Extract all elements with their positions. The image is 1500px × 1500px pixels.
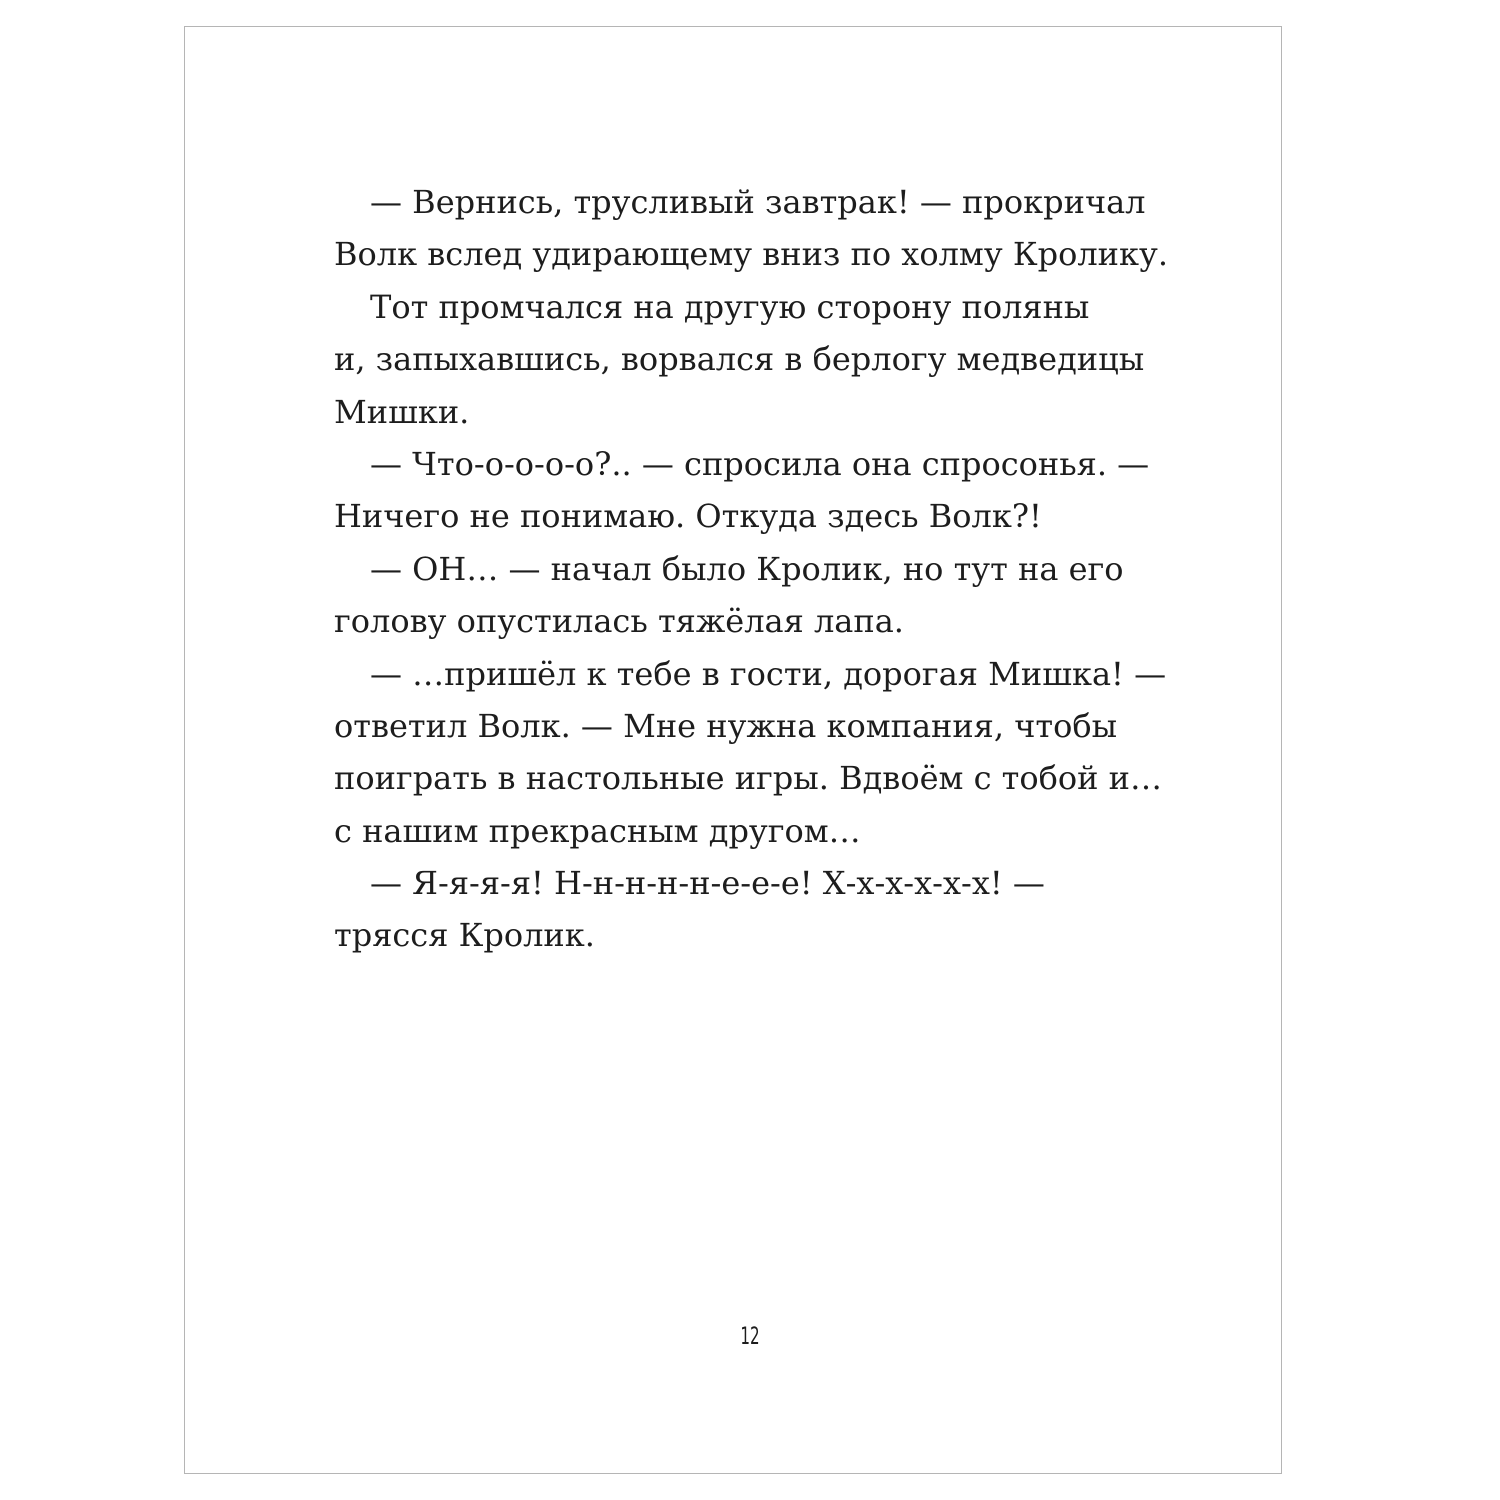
page-number: 12 [740,1322,760,1350]
text-line: голову опустилась тяжёлая лапа. [334,602,904,641]
text-line: и, запыхавшись, ворвался в берлогу медведицы [334,340,1145,379]
text-line: поиграть в настольные игры. Вдвоём с тобой и… [334,759,1162,798]
text-line: — Что-о-о-о-о?.. — спросила она спросонья. — [370,444,1150,483]
text-line: Мишки. [334,392,470,431]
text-line: — Я-я-я-я! Н-н-н-н-н-е-е-е! Х-х-х-х-х-х! — [370,864,1045,903]
text-line: — Вернись, трусливый завтрак! — прокричал [370,183,1146,221]
text-line: ответил Волк. — Мне нужна компания, чтобы [334,706,1118,745]
text-line: — ОН… — начал было Кролик, но тут на его [370,549,1124,588]
body-text [334,176,1168,962]
text-line: Тот промчался на другую сторону поляны [370,287,1090,326]
text-line: — …пришёл к тебе в гости, дорогая Мишка! — [370,654,1167,693]
text-line: Ничего не понимаю. Откуда здесь Волк?! [334,497,1042,536]
text-line: Волк вслед удирающему вниз по холму Кролику. [334,235,1168,274]
text-line: трясся Кролик. [334,916,595,955]
text-line: с нашим прекрасным другом… [334,811,861,850]
